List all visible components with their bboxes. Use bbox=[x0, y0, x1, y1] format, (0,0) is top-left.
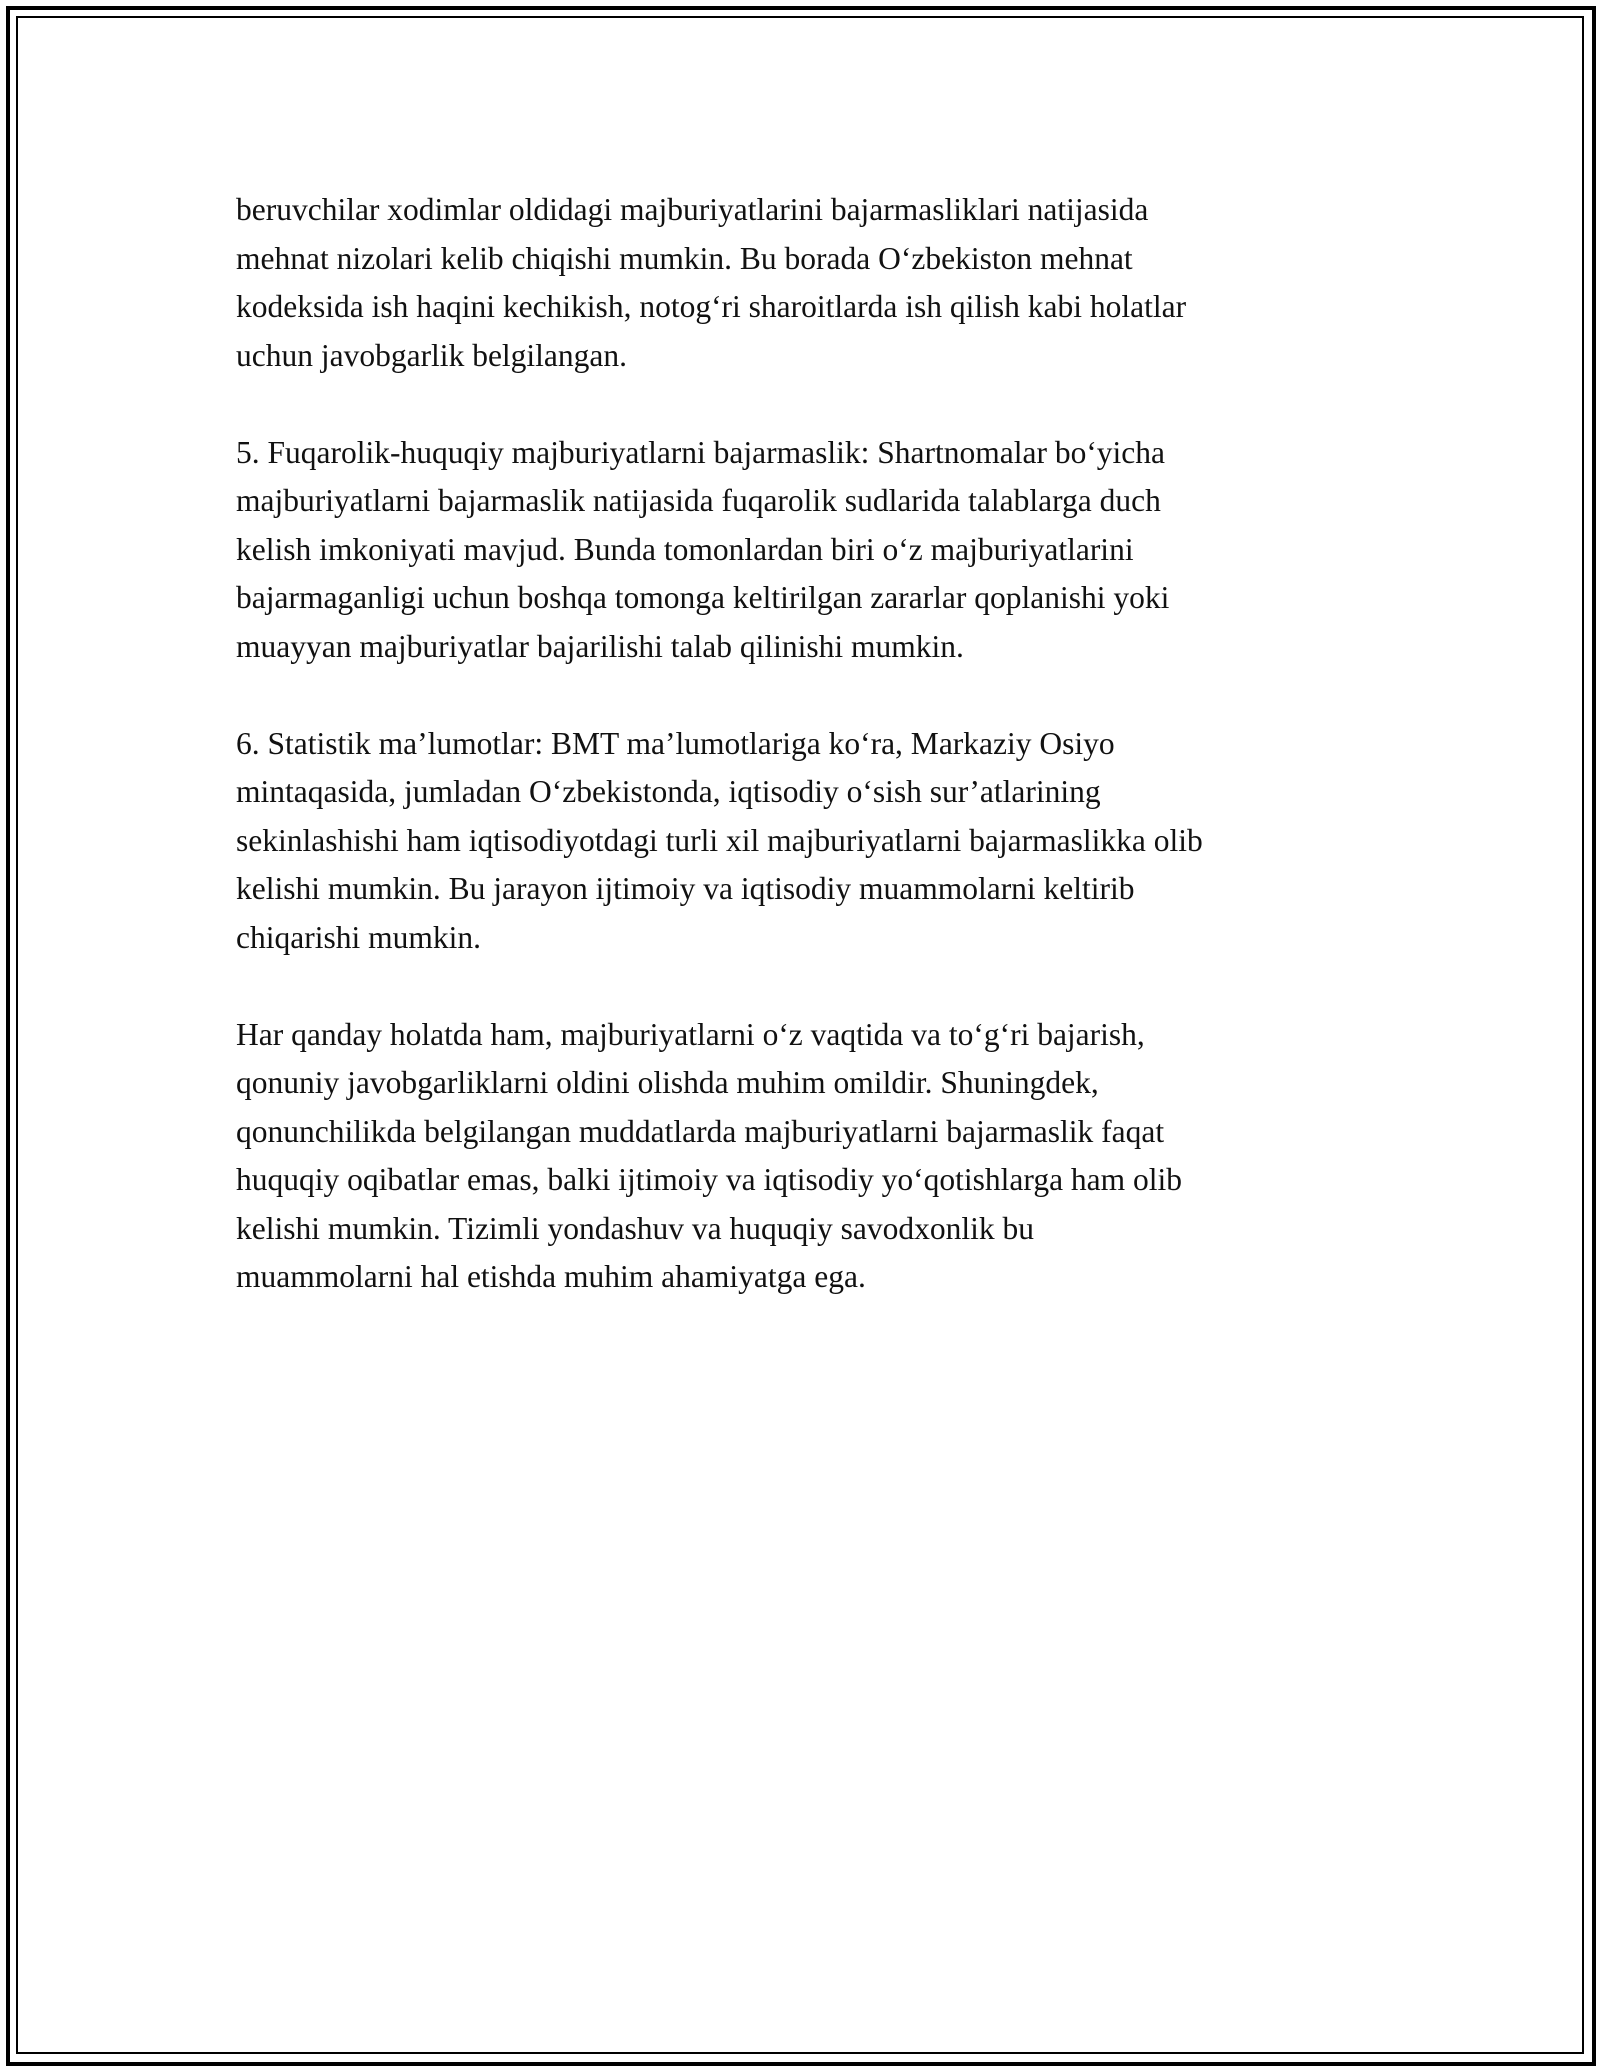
text-line: mehnat nizolari kelib chiqishi mumkin. Bu borada O‘zbekiston mehnat bbox=[236, 240, 1133, 276]
paragraph-civil-obligations bbox=[236, 429, 1376, 672]
text-line: 5. Fuqarolik-huquqiy majburiyatlarni bajarmaslik: Shartnomalar bo‘yicha bbox=[236, 434, 1166, 470]
text-line: qonunchilikda belgilangan muddatlarda majburiyatlarni bajarmaslik faqat bbox=[236, 1113, 1165, 1149]
text-line: Har qanday holatda ham, majburiyatlarni o‘z vaqtida va to‘g‘ri bajarish, bbox=[236, 1016, 1145, 1052]
text-line: kodeksida ish haqini kechikish, notog‘ri sharoitlarda ish qilish kabi holatlar bbox=[236, 289, 1187, 324]
text-line: bajarmaganligi uchun boshqa tomonga keltirilgan zararlar qoplanishi yoki bbox=[236, 580, 1170, 615]
text-line: 6. Statistik ma’lumotlar: BMT ma’lumotlariga ko‘ra, Markaziy Osiyo bbox=[236, 725, 1115, 761]
text-line: qonuniy javobgarliklarni oldini olishda muhim omildir. Shuningdek, bbox=[236, 1065, 1099, 1100]
paragraph-statistics bbox=[236, 720, 1376, 963]
text-line: mintaqasida, jumladan O‘zbekistonda, iqtisodiy o‘sish sur’atlarining bbox=[236, 774, 1101, 809]
text-line: sekinlashishi ham iqtisodiyotdagi turli xil majburiyatlarni bajarmaslikka olib bbox=[236, 822, 1203, 858]
text-line: beruvchilar xodimlar oldidagi majburiyatlarini bajarmasliklari natijasida bbox=[236, 192, 1149, 227]
text-line: uchun javobgarlik belgilangan. bbox=[236, 337, 628, 373]
text-line: kelishi mumkin. Bu jarayon ijtimoiy va iqtisodiy muammolarni keltirib bbox=[236, 871, 1135, 906]
text-line: huquqiy oqibatlar emas, balki ijtimoiy va iqtisodiy yo‘qotishlarga ham olib bbox=[236, 1162, 1183, 1197]
text-line: majburiyatlarni bajarmaslik natijasida fuqarolik sudlarida talablarga duch bbox=[236, 483, 1161, 518]
document-body bbox=[236, 186, 1376, 1350]
text-line: kelishi mumkin. Tizimli yondashuv va huquqiy savodxonlik bu bbox=[236, 1210, 1035, 1246]
text-line: muammolarni hal etishda muhim ahamiyatga ega. bbox=[236, 1259, 866, 1294]
paragraph-conclusion bbox=[236, 1011, 1376, 1302]
text-line: kelish imkoniyati mavjud. Bunda tomonlardan biri o‘z majburiyatlarini bbox=[236, 531, 1134, 567]
text-line: chiqarishi mumkin. bbox=[236, 919, 481, 955]
paragraph-labor-disputes bbox=[236, 186, 1376, 380]
text-line: muayyan majburiyatlar bajarilishi talab qilinishi mumkin. bbox=[236, 628, 964, 664]
